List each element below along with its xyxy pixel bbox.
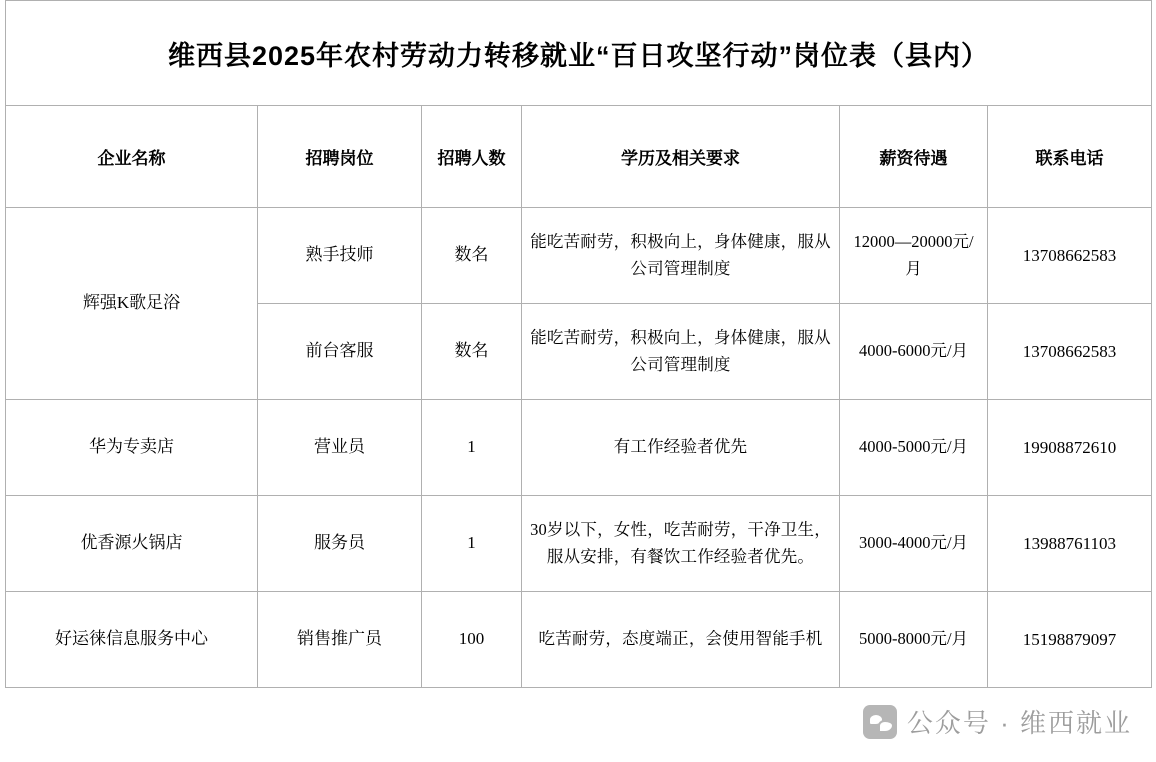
table-header-row [6,106,1152,208]
cell-requirement: 30岁以下，女性，吃苦耐劳，干净卫生，服从安排，有餐饮工作经验者优先。 [522,496,840,592]
header-salary: 薪资待遇 [840,106,988,208]
cell-position: 营业员 [258,400,422,496]
watermark [863,703,1132,740]
cell-position: 销售推广员 [258,592,422,688]
cell-salary: 3000-4000元/月 [840,496,988,592]
cell-count: 数名 [422,208,522,304]
cell-salary: 4000-6000元/月 [840,304,988,400]
cell-requirement: 有工作经验者优先 [522,400,840,496]
cell-requirement: 吃苦耐劳，态度端正，会使用智能手机 [522,592,840,688]
cell-phone: 13708662583 [988,208,1152,304]
watermark-text: 公众号 · 维西就业 [906,708,1132,738]
cell-company: 好运徕信息服务中心 [6,592,258,688]
cell-requirement: 能吃苦耐劳，积极向上，身体健康，服从公司管理制度 [522,208,840,304]
header-position: 招聘岗位 [258,106,422,208]
cell-position: 前台客服 [258,304,422,400]
job-listing-table [5,0,1152,688]
cell-count: 100 [422,592,522,688]
table-row [6,208,1152,304]
cell-salary: 4000-5000元/月 [840,400,988,496]
page-title: 维西县2025年农村劳动力转移就业“百日攻坚行动”岗位表（县内） [6,1,1152,106]
cell-salary: 12000—20000元/月 [840,208,988,304]
table-row [6,496,1152,592]
cell-position: 熟手技师 [258,208,422,304]
cell-salary: 5000-8000元/月 [840,592,988,688]
cell-company: 华为专卖店 [6,400,258,496]
header-company: 企业名称 [6,106,258,208]
cell-phone: 13988761103 [988,496,1152,592]
title-row [6,1,1152,106]
header-phone: 联系电话 [988,106,1152,208]
cell-phone: 15198879097 [988,592,1152,688]
table-row [6,592,1152,688]
cell-company: 辉强K歌足浴 [6,208,258,400]
cell-requirement: 能吃苦耐劳，积极向上，身体健康，服从公司管理制度 [522,304,840,400]
table-row [6,400,1152,496]
cell-company: 优香源火锅店 [6,496,258,592]
cell-phone: 19908872610 [988,400,1152,496]
cell-count: 1 [422,496,522,592]
header-count: 招聘人数 [422,106,522,208]
header-requirement: 学历及相关要求 [522,106,840,208]
wechat-official-account-icon [863,705,897,739]
cell-count: 数名 [422,304,522,400]
cell-position: 服务员 [258,496,422,592]
cell-count: 1 [422,400,522,496]
cell-phone: 13708662583 [988,304,1152,400]
